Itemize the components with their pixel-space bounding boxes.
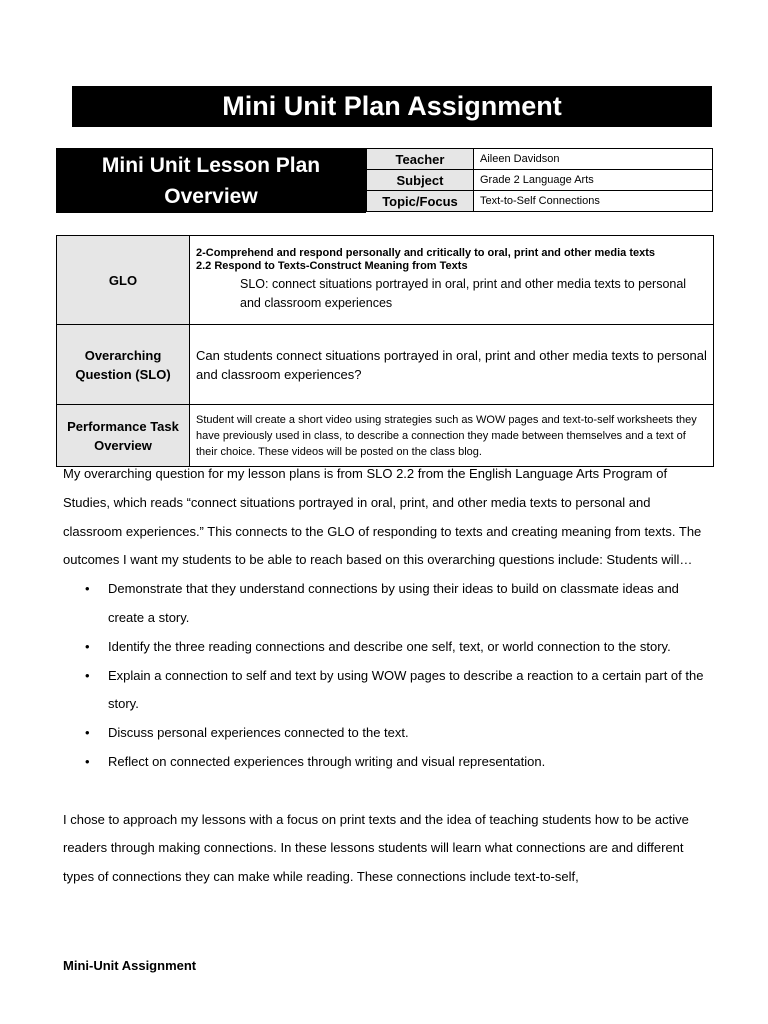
overview-heading	[56, 148, 366, 213]
paragraph-1: My overarching question for my lesson plans is from SLO 2.2 from the English Language Arts Program of Studies, which reads “connect situations portrayed in oral, print, and other media texts to personal and classroom experiences.” This connects to the GLO of responding to texts and creating meaning from texts. The outcomes I want my students to be able to reach based on this overarching questions include: Students will…	[63, 466, 702, 568]
bullet-icon: •	[85, 753, 90, 769]
bullet-icon: •	[85, 667, 90, 683]
glo-row	[57, 236, 714, 325]
outcomes-list	[63, 575, 708, 777]
bullet-icon: •	[85, 725, 90, 741]
list-item-text: Demonstrate that they understand connections by using their ideas to build on classmate ideas and create a story.	[108, 581, 679, 625]
info-row-topic	[367, 191, 713, 212]
info-row-teacher	[367, 149, 713, 170]
info-value: Text-to-Self Connections	[474, 191, 713, 212]
glo-label: GLO	[57, 236, 190, 325]
info-value: Aileen Davidson	[474, 149, 713, 170]
question-text: Can students connect situations portrayed in oral, print and other media texts to personal and classroom experiences?	[190, 325, 714, 405]
info-table	[366, 148, 713, 212]
list-item	[63, 662, 708, 720]
list-item	[63, 575, 708, 633]
page-footer: Mini-Unit Assignment	[63, 958, 197, 973]
glo-line1: 2-Comprehend and respond personally and critically to oral, print and other media texts	[196, 247, 656, 259]
list-item-text: Discuss personal experiences connected to the text.	[108, 725, 409, 741]
list-item	[63, 719, 708, 748]
performance-row	[57, 405, 714, 467]
info-value: Grade 2 Language Arts	[474, 170, 713, 191]
list-item	[63, 748, 708, 777]
performance-text: Student will create a short video using strategies such as WOW pages and text-to-self worksheets they have previously used in class, to describe a connection they made between themselves and a text of their choice. These videos will be posted on the class blog.	[190, 405, 714, 467]
lesson-plan-table	[56, 235, 714, 467]
paragraph-2: I chose to approach my lessons with a focus on print texts and the idea of teaching students how to be active readers through making connections. In these lessons students will learn what connections are and different types of connections they can make while reading. These connections include text-to-self,	[63, 811, 689, 885]
glo-content	[190, 236, 714, 325]
list-item-text: Explain a connection to self and text by using WOW pages to describe a reaction to a certain part of the story.	[108, 667, 704, 712]
info-row-subject	[367, 170, 713, 191]
info-label: Subject	[367, 170, 474, 191]
bullet-icon: •	[85, 638, 90, 654]
bullet-icon: •	[85, 581, 90, 597]
question-row	[57, 325, 714, 405]
list-item	[63, 633, 708, 662]
overview-heading-line1: Mini Unit Lesson Plan	[101, 153, 321, 177]
info-label: Teacher	[367, 149, 474, 170]
performance-label: Performance Task Overview	[57, 405, 190, 467]
list-item-text: Identify the three reading connections and describe one self, text, or world connection to the story.	[108, 638, 671, 654]
body-text	[63, 460, 708, 892]
info-label: Topic/Focus	[367, 191, 474, 212]
glo-line2: 2.2 Respond to Texts-Construct Meaning from Texts	[196, 260, 468, 272]
glo-slo: SLO: connect situations portrayed in oral, print and other media texts to personal and classroom experiences	[240, 277, 687, 310]
question-label: Overarching Question (SLO)	[57, 325, 190, 405]
list-item-text: Reflect on connected experiences through writing and visual representation.	[108, 753, 546, 769]
document-title: Mini Unit Plan Assignment	[72, 86, 712, 127]
overview-heading-line2: Overview	[164, 184, 258, 208]
